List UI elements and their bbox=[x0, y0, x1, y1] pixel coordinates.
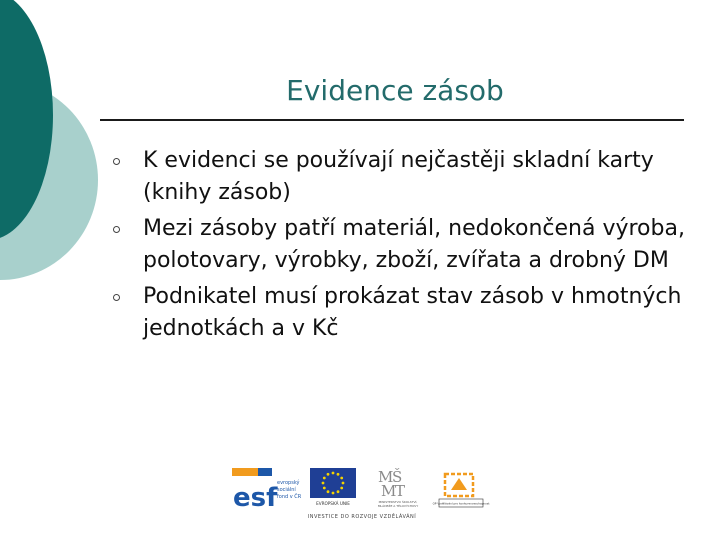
bullet-text: Podnikatel musí prokázat stav zásob v hmotných jednotkách a v Kč bbox=[143, 284, 682, 341]
bullet-text: Mezi zásoby patří materiál, nedokončená výroba, polotovary, výrobky, zboží, zvířata a drobný DM bbox=[143, 216, 685, 273]
circle-bullet-icon bbox=[113, 226, 120, 233]
svg-text:MINISTERSTVO ŠKOLSTVÍ,: MINISTERSTVO ŠKOLSTVÍ, bbox=[378, 500, 418, 504]
eu-flag-logo bbox=[310, 468, 356, 508]
funding-logos bbox=[232, 464, 492, 522]
esf-logo bbox=[232, 468, 302, 513]
corner-decoration bbox=[0, 0, 110, 290]
svg-text:OP Vzdělávání pro konkurencesc: OP Vzdělávání pro konkurenceschopnost bbox=[432, 501, 490, 506]
slide-title: Evidence zásob bbox=[286, 74, 504, 107]
bullet-list bbox=[113, 145, 703, 349]
bullet-item bbox=[113, 145, 703, 209]
bullet-item bbox=[113, 213, 703, 277]
svg-text:evropský: evropský bbox=[277, 480, 300, 486]
svg-text:fond v ČR: fond v ČR bbox=[277, 494, 302, 500]
svg-text:M: M bbox=[378, 468, 394, 486]
svg-text:sociální: sociální bbox=[277, 487, 296, 493]
svg-text:T: T bbox=[395, 482, 406, 500]
msmt-logo bbox=[372, 466, 424, 510]
bullet-text: K evidenci se používají nejčastěji skladní karty (knihy zásob) bbox=[143, 148, 654, 205]
title-divider bbox=[100, 119, 684, 121]
circle-bullet-icon bbox=[113, 294, 120, 301]
svg-text:EVROPSKÁ UNIE: EVROPSKÁ UNIE bbox=[316, 501, 350, 506]
footer-slogan: INVESTICE DO ROZVOJE VZDĚLÁVÁNÍ bbox=[307, 514, 417, 520]
op-vk-logo bbox=[432, 466, 490, 510]
svg-text:Š: Š bbox=[392, 468, 403, 486]
svg-text:esf: esf bbox=[233, 483, 278, 513]
svg-text:M: M bbox=[381, 482, 397, 500]
svg-text:MLÁDEŽE A TĚLOVÝCHOVY: MLÁDEŽE A TĚLOVÝCHOVY bbox=[377, 504, 419, 508]
bullet-item bbox=[113, 281, 703, 345]
circle-bullet-icon bbox=[113, 158, 120, 165]
